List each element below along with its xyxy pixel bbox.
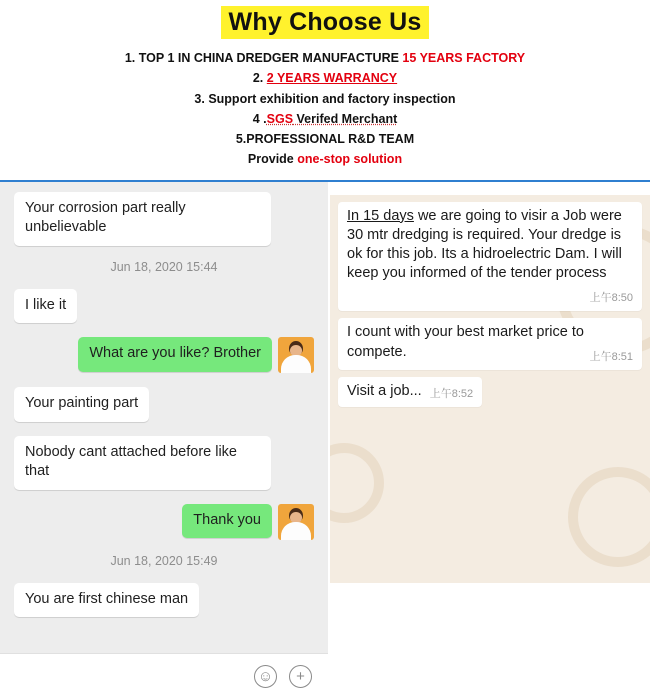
- selling-point-3-lead: 3. Support exhibition and factory inspection: [194, 91, 456, 106]
- selling-point-5-lead: 5.PROFESSIONAL R&D TEAM: [235, 132, 415, 146]
- avatar-face-icon: [289, 508, 303, 523]
- selling-points-list: [0, 48, 650, 170]
- promo-header: [0, 0, 650, 170]
- plus-icon[interactable]: +: [289, 665, 312, 688]
- selling-point-4: [0, 109, 650, 129]
- chat-bubble-incoming: [338, 202, 642, 312]
- selling-point-6-accent: one-stop solution: [297, 152, 403, 167]
- selling-point-6-lead: Provide: [247, 152, 298, 167]
- chat-bubble-outgoing: What are you like? Brother: [78, 337, 272, 372]
- avatar-body-icon: [281, 522, 311, 540]
- selling-point-4-tail: Verifed Merchant: [293, 111, 398, 126]
- selling-point-3: [0, 89, 650, 109]
- selling-point-4-accent: SGS: [266, 111, 294, 126]
- chat-bubble-incoming: [338, 377, 482, 407]
- selling-point-2-lead: 2.: [252, 71, 267, 86]
- left-chat-panel: [0, 182, 328, 699]
- chat-bubble-incoming: You are first chinese man: [14, 583, 199, 618]
- chat-bubble-incoming: I like it: [14, 289, 77, 324]
- avatar: [278, 504, 314, 540]
- selling-point-1-lead: 1. TOP 1 IN CHINA DREDGER MANUFACTURE: [124, 51, 403, 65]
- chat-bubble-incoming: [338, 318, 642, 370]
- list-item: [0, 504, 328, 540]
- selling-point-2: [0, 68, 650, 88]
- chat-timestamp: 上午8:52: [429, 387, 474, 400]
- avatar: [278, 337, 314, 373]
- chat-bubble-text: Visit a job...: [347, 383, 422, 400]
- selling-point-1-accent: 15 YEARS FACTORY: [402, 51, 526, 65]
- emoji-icon[interactable]: ☺: [254, 665, 277, 688]
- chat-bubble-incoming: Your painting part: [14, 387, 149, 422]
- right-chat-panel: [330, 195, 650, 583]
- background-circle-decor: [330, 443, 384, 523]
- chat-screenshots: [0, 182, 650, 699]
- avatar-face-icon: [289, 341, 303, 356]
- chat-timestamp: Jun 18, 2020 15:49: [110, 553, 218, 568]
- right-chat-scroll[interactable]: [330, 195, 650, 415]
- selling-point-4-lead: 4 .: [252, 111, 267, 126]
- chat-bubble-incoming: Your corrosion part really unbelievable: [14, 192, 271, 246]
- left-chat-scroll[interactable]: [0, 182, 328, 699]
- chat-bubble-outgoing: Thank you: [182, 504, 272, 539]
- chat-bubble-text: I count with your best market price to compete.: [347, 324, 584, 360]
- chat-timestamp: Jun 18, 2020 15:44: [110, 259, 218, 274]
- chat-timestamp: 上午8:50: [589, 291, 633, 304]
- list-item: [0, 192, 328, 246]
- chat-bubble-underlined-lead: In 15 days: [347, 207, 414, 224]
- message-composer: [0, 653, 328, 699]
- chat-timestamp: 上午8:51: [589, 350, 633, 363]
- page-title: Why Choose Us: [221, 6, 430, 39]
- list-item: [0, 289, 328, 324]
- chat-bubble-incoming: Nobody cant attached before like that: [14, 436, 271, 490]
- selling-point-5: [0, 129, 650, 149]
- avatar-body-icon: [281, 355, 311, 373]
- list-item: [0, 337, 328, 373]
- list-item: [0, 387, 328, 422]
- background-circle-decor: [568, 467, 650, 567]
- list-item: [0, 583, 328, 618]
- selling-point-2-accent: 2 YEARS WARRANCY: [266, 71, 398, 86]
- selling-point-1: [0, 48, 650, 68]
- selling-point-6: [0, 149, 650, 169]
- chat-bubble-text: we are going to visir a Job were 30 mtr dredging is required. Your dredge is ok for this job. Its a hidroelectric Dam. I will keep you informed of the tender process: [347, 207, 622, 282]
- list-item: [0, 436, 328, 490]
